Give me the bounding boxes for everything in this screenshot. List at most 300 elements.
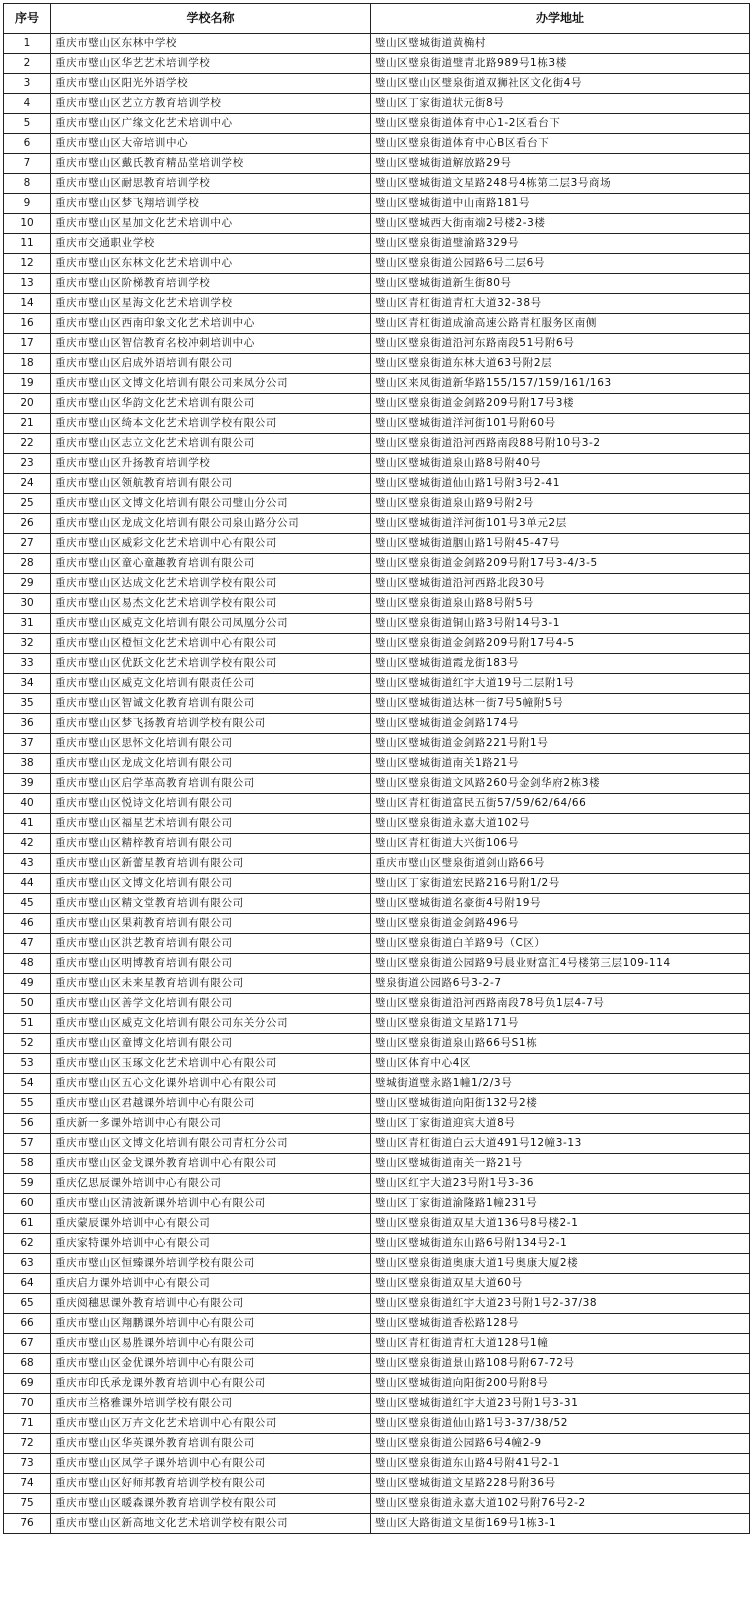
school-name: 重庆市璧山区星海文化艺术培训学校 (51, 294, 371, 314)
table-row (4, 1454, 750, 1474)
table-row (4, 414, 750, 434)
table-row (4, 594, 750, 614)
row-number: 49 (4, 974, 51, 994)
school-name: 重庆市璧山区君越课外培训中心有限公司 (51, 1094, 371, 1114)
table-row (4, 954, 750, 974)
school-address: 璧山区璧城街道南关1路21号 (371, 754, 750, 774)
school-address: 璧山区璧城街道沿河西路北段30号 (371, 574, 750, 594)
school-name: 重庆市璧山区五心文化课外培训中心有限公司 (51, 1074, 371, 1094)
school-name: 重庆市璧山区东林中学校 (51, 34, 371, 54)
table-row (4, 1134, 750, 1154)
table-row (4, 214, 750, 234)
school-address: 璧山区璧城街道仙山路1号附3号2-41 (371, 474, 750, 494)
table-row (4, 1314, 750, 1334)
school-address: 璧山区青杠街道富民五街57/59/62/64/66 (371, 794, 750, 814)
school-address: 璧山区璧泉街道泉山路8号附5号 (371, 594, 750, 614)
school-name: 重庆市璧山区橙恒文化艺术培训中心有限公司 (51, 634, 371, 654)
school-address: 璧山区璧城街道泉山路8号附40号 (371, 454, 750, 474)
row-number: 60 (4, 1194, 51, 1214)
table-row (4, 1154, 750, 1174)
school-address: 重庆市璧山区璧泉街道剑山路66号 (371, 854, 750, 874)
header-address: 办学地址 (371, 4, 750, 34)
row-number: 26 (4, 514, 51, 534)
row-number: 32 (4, 634, 51, 654)
school-address: 璧山区璧泉街道白羊路9号（C区） (371, 934, 750, 954)
row-number: 72 (4, 1434, 51, 1454)
school-list-table (3, 3, 750, 1534)
school-name: 重庆市璧山区精文堂教育培训有限公司 (51, 894, 371, 914)
school-address: 璧山区璧泉街道体育中心B区看台下 (371, 134, 750, 154)
table-row (4, 1494, 750, 1514)
row-number: 70 (4, 1394, 51, 1414)
table-row (4, 1334, 750, 1354)
row-number: 4 (4, 94, 51, 114)
school-name: 重庆启力课外培训中心有限公司 (51, 1274, 371, 1294)
school-name: 重庆亿思辰课外培训中心有限公司 (51, 1174, 371, 1194)
school-name: 重庆市璧山区恒臻课外培训学校有限公司 (51, 1254, 371, 1274)
table-row (4, 494, 750, 514)
school-name: 重庆市璧山区东林文化艺术培训中心 (51, 254, 371, 274)
school-address: 璧山区璧城街道南关一路21号 (371, 1154, 750, 1174)
school-name: 重庆市璧山区好师邦教育培训学校有限公司 (51, 1474, 371, 1494)
table-row (4, 1394, 750, 1414)
school-name: 重庆市璧山区易杰文化艺术培训学校有限公司 (51, 594, 371, 614)
row-number: 31 (4, 614, 51, 634)
school-address: 璧山区璧泉街道奥康大道1号奥康大厦2楼 (371, 1254, 750, 1274)
table-row (4, 1414, 750, 1434)
row-number: 25 (4, 494, 51, 514)
row-number: 5 (4, 114, 51, 134)
row-number: 74 (4, 1474, 51, 1494)
school-name: 重庆市璧山区大帝培训中心 (51, 134, 371, 154)
school-address: 璧山区青杠街道白云大道491号12幢3-13 (371, 1134, 750, 1154)
row-number: 48 (4, 954, 51, 974)
school-address: 璧山区璧泉街道文风路260号金剑华府2栋3楼 (371, 774, 750, 794)
row-number: 36 (4, 714, 51, 734)
school-name: 重庆市璧山区新蕾星教育培训有限公司 (51, 854, 371, 874)
school-name: 重庆新一多课外培训中心有限公司 (51, 1114, 371, 1134)
table-row (4, 1034, 750, 1054)
school-address: 璧山区璧泉街道公园路9号晨业财富汇4号楼第三层109-114 (371, 954, 750, 974)
school-name: 重庆市璧山区清波新课外培训中心有限公司 (51, 1194, 371, 1214)
row-number: 8 (4, 174, 51, 194)
row-number: 67 (4, 1334, 51, 1354)
table-row (4, 374, 750, 394)
table-row (4, 994, 750, 1014)
row-number: 12 (4, 254, 51, 274)
school-address: 璧山区璧泉街道双星大道136号8号楼2-1 (371, 1214, 750, 1234)
school-address: 璧山区璧城西大街南端2号楼2-3楼 (371, 214, 750, 234)
row-number: 56 (4, 1114, 51, 1134)
school-address: 璧山区大路街道文星街169号1栋3-1 (371, 1514, 750, 1534)
school-name: 重庆市璧山区艺立方教育培训学校 (51, 94, 371, 114)
table-row (4, 1374, 750, 1394)
school-address: 璧山区青杠街道青杠大道32-38号 (371, 294, 750, 314)
table-row (4, 194, 750, 214)
school-address: 璧山区璧城街道中山南路181号 (371, 194, 750, 214)
school-name: 重庆市印氏承龙课外教育培训中心有限公司 (51, 1374, 371, 1394)
school-address: 璧山区璧城街道霞龙街183号 (371, 654, 750, 674)
table-row (4, 714, 750, 734)
school-name: 重庆市璧山区梦飞扬教育培训学校有限公司 (51, 714, 371, 734)
school-name: 重庆市璧山区升扬教育培训学校 (51, 454, 371, 474)
school-address: 璧山区璧城街道胭山路1号附45-47号 (371, 534, 750, 554)
table-row (4, 1474, 750, 1494)
row-number: 38 (4, 754, 51, 774)
school-address: 璧山区青杠街道青杠大道128号1幢 (371, 1334, 750, 1354)
school-address: 璧山区璧城街道红宇大道23号附1号3-31 (371, 1394, 750, 1414)
school-address: 璧山区璧泉街道泉山路9号附2号 (371, 494, 750, 514)
school-address: 璧山区璧山区璧泉街道双狮社区文化街4号 (371, 74, 750, 94)
school-name: 重庆市璧山区龙成文化培训有限公司泉山路分公司 (51, 514, 371, 534)
school-address: 璧山区璧城街道金剑路174号 (371, 714, 750, 734)
school-name: 重庆市璧山区童心童趣教育培训有限公司 (51, 554, 371, 574)
table-row (4, 774, 750, 794)
school-address: 璧山区丁家街道渝隆路1幢231号 (371, 1194, 750, 1214)
row-number: 20 (4, 394, 51, 414)
school-address: 璧山区璧泉街道体育中心1-2区看台下 (371, 114, 750, 134)
school-name: 重庆市璧山区戴氏教育精品堂培训学校 (51, 154, 371, 174)
school-name: 重庆市璧山区优跃文化艺术培训学校有限公司 (51, 654, 371, 674)
school-address: 璧山区璧泉街道金剑路209号附17号3楼 (371, 394, 750, 414)
school-name: 重庆市璧山区童博文化培训有限公司 (51, 1034, 371, 1054)
table-row (4, 74, 750, 94)
table-row (4, 914, 750, 934)
row-number: 40 (4, 794, 51, 814)
table-row (4, 1014, 750, 1034)
school-address: 璧山区璧城街道红宇大道19号二层附1号 (371, 674, 750, 694)
row-number: 21 (4, 414, 51, 434)
table-row (4, 254, 750, 274)
school-address: 璧山区璧泉街道金剑路209号附17号3-4/3-5 (371, 554, 750, 574)
table-row (4, 1354, 750, 1374)
school-name: 重庆市璧山区阶梯教育培训学校 (51, 274, 371, 294)
school-address: 璧山区璧泉街道双星大道60号 (371, 1274, 750, 1294)
row-number: 9 (4, 194, 51, 214)
school-address: 璧山区璧泉街道沿河东路南段51号附6号 (371, 334, 750, 354)
row-number: 43 (4, 854, 51, 874)
school-name: 重庆市璧山区善学文化培训有限公司 (51, 994, 371, 1014)
school-name: 重庆市璧山区悦诗文化培训有限公司 (51, 794, 371, 814)
school-address: 璧山区璧城街道新生街80号 (371, 274, 750, 294)
table-row (4, 814, 750, 834)
header-school-name: 学校名称 (51, 4, 371, 34)
table-row (4, 614, 750, 634)
row-number: 35 (4, 694, 51, 714)
table-row (4, 514, 750, 534)
table-row (4, 974, 750, 994)
school-name: 重庆市璧山区精梓教育培训有限公司 (51, 834, 371, 854)
school-address: 璧山区璧城街道解放路29号 (371, 154, 750, 174)
table-row (4, 1194, 750, 1214)
school-name: 重庆市璧山区星加文化艺术培训中心 (51, 214, 371, 234)
school-address: 璧泉街道公园路6号3-2-7 (371, 974, 750, 994)
school-address: 璧山区璧泉街道公园路6号二层6号 (371, 254, 750, 274)
school-name: 重庆市璧山区志立文化艺术培训有限公司 (51, 434, 371, 454)
school-address: 璧山区璧泉街道公园路6号4幢2-9 (371, 1434, 750, 1454)
school-name: 重庆市璧山区华艺艺术培训学校 (51, 54, 371, 74)
school-name: 重庆市璧山区启学革高教育培训有限公司 (51, 774, 371, 794)
school-address: 璧山区体育中心4区 (371, 1054, 750, 1074)
row-number: 41 (4, 814, 51, 834)
table-row (4, 394, 750, 414)
row-number: 16 (4, 314, 51, 334)
school-address: 璧山区璧泉街道璧青北路989号1栋3楼 (371, 54, 750, 74)
school-address: 璧山区丁家街道迎宾大道8号 (371, 1114, 750, 1134)
school-name: 重庆市璧山区华英课外教育培训有限公司 (51, 1434, 371, 1454)
school-address: 璧山区璧泉街道沿河西路南段88号附10号3-2 (371, 434, 750, 454)
school-name: 重庆市璧山区启成外语培训有限公司 (51, 354, 371, 374)
school-address: 璧山区璧城街道文星路248号4栋第二层3号商场 (371, 174, 750, 194)
table-row (4, 354, 750, 374)
school-address: 璧山区璧泉街道文星路171号 (371, 1014, 750, 1034)
table-row (4, 694, 750, 714)
row-number: 37 (4, 734, 51, 754)
row-number: 46 (4, 914, 51, 934)
table-row (4, 454, 750, 474)
row-number: 52 (4, 1034, 51, 1054)
row-number: 76 (4, 1514, 51, 1534)
table-row (4, 1294, 750, 1314)
school-name: 重庆市璧山区广缘文化艺术培训中心 (51, 114, 371, 134)
row-number: 19 (4, 374, 51, 394)
table-row (4, 1514, 750, 1534)
row-number: 61 (4, 1214, 51, 1234)
row-number: 50 (4, 994, 51, 1014)
school-name: 重庆市璧山区威彩文化艺术培训中心有限公司 (51, 534, 371, 554)
school-name: 重庆市璧山区智信教育名校冲刺培训中心 (51, 334, 371, 354)
school-address: 璧山区青杠街道成渝高速公路青杠服务区南侧 (371, 314, 750, 334)
table-row (4, 1074, 750, 1094)
school-name: 重庆市璧山区梦飞翔培训学校 (51, 194, 371, 214)
row-number: 42 (4, 834, 51, 854)
school-address: 璧山区来凤街道新华路155/157/159/161/163 (371, 374, 750, 394)
school-name: 重庆市璧山区威克文化培训有限公司东关分公司 (51, 1014, 371, 1034)
school-address: 璧山区璧城街道金剑路221号附1号 (371, 734, 750, 754)
row-number: 18 (4, 354, 51, 374)
school-name: 重庆市璧山区思怀文化培训有限公司 (51, 734, 371, 754)
school-address: 璧山区丁家街道状元街8号 (371, 94, 750, 114)
school-address: 璧山区璧泉街道金剑路209号附17号4-5 (371, 634, 750, 654)
school-name: 重庆市交通职业学校 (51, 234, 371, 254)
table-row (4, 874, 750, 894)
row-number: 63 (4, 1254, 51, 1274)
school-name: 重庆市璧山区易胜课外培训中心有限公司 (51, 1334, 371, 1354)
school-address: 璧山区璧泉街道铜山路3号附14号3-1 (371, 614, 750, 634)
school-name: 重庆市璧山区文博文化培训有限公司青杠分公司 (51, 1134, 371, 1154)
school-name: 重庆市璧山区华韵文化艺术培训有限公司 (51, 394, 371, 414)
table-row (4, 1114, 750, 1134)
row-number: 71 (4, 1414, 51, 1434)
row-number: 33 (4, 654, 51, 674)
school-address: 璧山区青杠街道大兴街106号 (371, 834, 750, 854)
table-row (4, 134, 750, 154)
school-name: 重庆市璧山区文博文化培训有限公司璧山分公司 (51, 494, 371, 514)
table-row (4, 894, 750, 914)
row-number: 68 (4, 1354, 51, 1374)
row-number: 66 (4, 1314, 51, 1334)
row-number: 11 (4, 234, 51, 254)
school-address: 璧山区璧泉街道景山路108号附67-72号 (371, 1354, 750, 1374)
row-number: 1 (4, 34, 51, 54)
table-row (4, 94, 750, 114)
table-row (4, 174, 750, 194)
table-row (4, 1054, 750, 1074)
table-row (4, 1214, 750, 1234)
table-row (4, 474, 750, 494)
row-number: 6 (4, 134, 51, 154)
school-address: 璧山区璧城街道名豪街4号附19号 (371, 894, 750, 914)
school-name: 重庆市璧山区翔鹏课外培训中心有限公司 (51, 1314, 371, 1334)
school-address: 璧城街道璧永路1幢1/2/3号 (371, 1074, 750, 1094)
school-name: 重庆市璧山区玉琢文化艺术培训中心有限公司 (51, 1054, 371, 1074)
table-row (4, 294, 750, 314)
table-row (4, 1274, 750, 1294)
school-address: 璧山区璧城街道香松路128号 (371, 1314, 750, 1334)
school-address: 璧山区璧城街道达林一街7号5幢附5号 (371, 694, 750, 714)
header-row (4, 4, 750, 34)
school-name: 重庆阅穗思课外教育培训中心有限公司 (51, 1294, 371, 1314)
school-name: 重庆市璧山区万卉文化艺术培训中心有限公司 (51, 1414, 371, 1434)
table-row (4, 154, 750, 174)
school-address: 璧山区璧泉街道红宇大道23号附1号2-37/38 (371, 1294, 750, 1314)
table-row (4, 1094, 750, 1114)
school-address: 璧山区丁家街道宏民路216号附1/2号 (371, 874, 750, 894)
row-number: 7 (4, 154, 51, 174)
table-row (4, 554, 750, 574)
row-number: 39 (4, 774, 51, 794)
school-address: 璧山区璧泉街道永嘉大道102号附76号2-2 (371, 1494, 750, 1514)
table-row (4, 314, 750, 334)
row-number: 29 (4, 574, 51, 594)
row-number: 57 (4, 1134, 51, 1154)
row-number: 44 (4, 874, 51, 894)
row-number: 28 (4, 554, 51, 574)
school-address: 璧山区璧泉街道金剑路496号 (371, 914, 750, 934)
school-name: 重庆市璧山区威克文化培训有限责任公司 (51, 674, 371, 694)
school-name: 重庆市璧山区福星艺术培训有限公司 (51, 814, 371, 834)
school-name: 重庆市璧山区绮本文化艺术培训学校有限公司 (51, 414, 371, 434)
row-number: 69 (4, 1374, 51, 1394)
row-number: 17 (4, 334, 51, 354)
row-number: 55 (4, 1094, 51, 1114)
school-name: 重庆市璧山区达成文化艺术培训学校有限公司 (51, 574, 371, 594)
school-name: 重庆市璧山区文博文化培训有限公司来凤分公司 (51, 374, 371, 394)
school-address: 璧山区红宇大道23号附1号3-36 (371, 1174, 750, 1194)
table-row (4, 234, 750, 254)
table-row (4, 54, 750, 74)
school-name: 重庆市璧山区新高地文化艺术培训学校有限公司 (51, 1514, 371, 1534)
row-number: 22 (4, 434, 51, 454)
row-number: 47 (4, 934, 51, 954)
table-row (4, 734, 750, 754)
school-name: 重庆市璧山区文博文化培训有限公司 (51, 874, 371, 894)
table-row (4, 574, 750, 594)
school-name: 重庆市璧山区龙成文化培训有限公司 (51, 754, 371, 774)
row-number: 54 (4, 1074, 51, 1094)
school-address: 璧山区璧泉街道仙山路1号3-37/38/52 (371, 1414, 750, 1434)
row-number: 73 (4, 1454, 51, 1474)
row-number: 64 (4, 1274, 51, 1294)
row-number: 14 (4, 294, 51, 314)
school-address: 璧山区璧泉街道东山路4号附41号2-1 (371, 1454, 750, 1474)
school-address: 璧山区璧泉街道永嘉大道102号 (371, 814, 750, 834)
school-address: 璧山区璧泉街道东林大道63号附2层 (371, 354, 750, 374)
table-row (4, 754, 750, 774)
table-row (4, 834, 750, 854)
school-address: 璧山区璧城街道向阳街132号2楼 (371, 1094, 750, 1114)
table-row (4, 1434, 750, 1454)
school-address: 璧山区璧泉街道沿河西路南段78号负1层4-7号 (371, 994, 750, 1014)
row-number: 24 (4, 474, 51, 494)
school-name: 重庆市璧山区耐思教育培训学校 (51, 174, 371, 194)
row-number: 13 (4, 274, 51, 294)
school-name: 重庆市璧山区凤学子课外培训中心有限公司 (51, 1454, 371, 1474)
row-number: 23 (4, 454, 51, 474)
row-number: 59 (4, 1174, 51, 1194)
row-number: 45 (4, 894, 51, 914)
row-number: 30 (4, 594, 51, 614)
row-number: 58 (4, 1154, 51, 1174)
school-name: 重庆家特课外培训中心有限公司 (51, 1234, 371, 1254)
school-name: 重庆市璧山区暖森课外教育培训学校有限公司 (51, 1494, 371, 1514)
school-name: 重庆市璧山区金优课外培训中心有限公司 (51, 1354, 371, 1374)
school-name: 重庆市璧山区洪艺教育培训有限公司 (51, 934, 371, 954)
table-row (4, 34, 750, 54)
table-row (4, 114, 750, 134)
table-row (4, 794, 750, 814)
school-address: 璧山区璧城街道洋河街101号3单元2层 (371, 514, 750, 534)
school-address: 璧山区璧城街道洋河街101号附60号 (371, 414, 750, 434)
school-name: 重庆市璧山区西南印象文化艺术培训中心 (51, 314, 371, 334)
school-name: 重庆市兰格雅课外培训学校有限公司 (51, 1394, 371, 1414)
school-address: 璧山区璧城街道黄桷村 (371, 34, 750, 54)
row-number: 27 (4, 534, 51, 554)
table-row (4, 1174, 750, 1194)
row-number: 65 (4, 1294, 51, 1314)
school-name: 重庆市璧山区领航教育培训有限公司 (51, 474, 371, 494)
school-name: 重庆市璧山区智诚文化教育培训有限公司 (51, 694, 371, 714)
table-row (4, 534, 750, 554)
school-address: 璧山区璧城街道东山路6号附134号2-1 (371, 1234, 750, 1254)
table-row (4, 854, 750, 874)
row-number: 62 (4, 1234, 51, 1254)
school-name: 重庆蒙辰课外培训中心有限公司 (51, 1214, 371, 1234)
school-name: 重庆市璧山区明博教育培训有限公司 (51, 954, 371, 974)
school-name: 重庆市璧山区果莉教育培训有限公司 (51, 914, 371, 934)
table-row (4, 434, 750, 454)
row-number: 2 (4, 54, 51, 74)
school-address: 璧山区璧城街道文星路228号附36号 (371, 1474, 750, 1494)
row-number: 75 (4, 1494, 51, 1514)
table-row (4, 934, 750, 954)
table-row (4, 654, 750, 674)
row-number: 51 (4, 1014, 51, 1034)
header-no: 序号 (4, 4, 51, 34)
table-row (4, 1254, 750, 1274)
table-row (4, 674, 750, 694)
school-name: 重庆市璧山区阳光外语学校 (51, 74, 371, 94)
row-number: 34 (4, 674, 51, 694)
table-row (4, 1234, 750, 1254)
school-address: 璧山区璧泉街道璧渝路329号 (371, 234, 750, 254)
row-number: 10 (4, 214, 51, 234)
table-row (4, 634, 750, 654)
row-number: 3 (4, 74, 51, 94)
school-name: 重庆市璧山区金戈课外教育培训中心有限公司 (51, 1154, 371, 1174)
row-number: 53 (4, 1054, 51, 1074)
school-address: 璧山区璧城街道向阳街200号附8号 (371, 1374, 750, 1394)
